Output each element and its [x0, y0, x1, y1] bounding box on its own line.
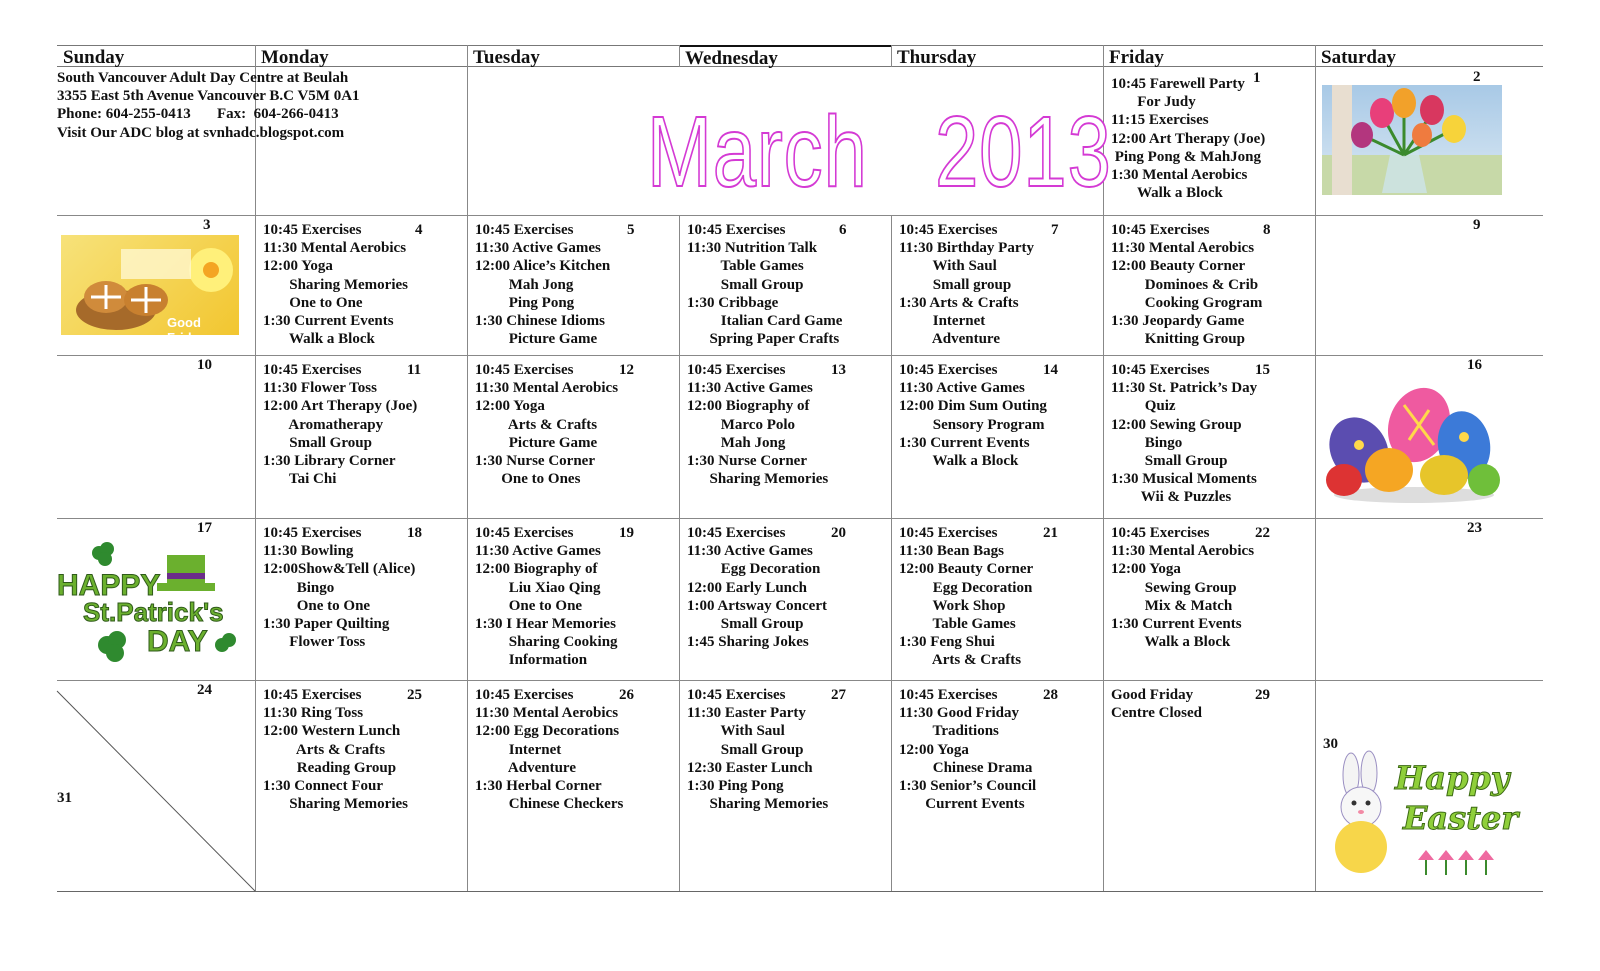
day-cell-20 — [679, 518, 891, 651]
event-line: 10:45 Exercises — [1111, 222, 1210, 238]
event-line: Table Games — [687, 258, 804, 275]
event-line: 11:30 Ring Toss — [263, 705, 364, 722]
event-line: Liu Xiao Qing — [475, 579, 601, 596]
happy-easter-image — [1323, 755, 1519, 885]
event-line: 10:45 Exercises — [899, 687, 998, 703]
event-line: 11:30 St. Patrick’s Day — [1111, 380, 1258, 397]
day-cell-4 — [255, 215, 467, 348]
day-number: 1 — [1253, 70, 1261, 86]
event-line: 12:00 Biography of — [687, 398, 810, 415]
day-cell-6 — [679, 215, 891, 348]
event-line: 11:30 Bean Bags — [899, 543, 1005, 560]
event-line: 10:45 Exercises — [1111, 362, 1210, 378]
event-line: 10:45 Exercises — [687, 362, 786, 378]
event-line: 12:00 Yoga — [475, 398, 545, 415]
event-line: 11:30 Bowling — [263, 543, 354, 560]
event-line: Knitting Group — [1111, 331, 1245, 348]
event-line: Sharing Memories — [687, 796, 829, 813]
event-line: 12:00 Alice’s Kitchen — [475, 258, 611, 275]
event-line: 1:30 Current Events — [899, 434, 1030, 451]
event-line: Internet — [899, 313, 986, 330]
event-line: For Judy — [1111, 94, 1196, 111]
day-number: 5 — [627, 222, 635, 238]
day-number: 7 — [1051, 222, 1059, 238]
event-line: 1:30 Chinese Idioms — [475, 313, 606, 330]
event-line: One to Ones — [475, 471, 581, 488]
day-cell-14 — [891, 355, 1103, 470]
event-line: 11:30 Active Games — [475, 543, 601, 560]
event-line: 10:45 Exercises — [475, 222, 574, 238]
day-number: 3 — [203, 217, 211, 233]
centre-info — [57, 69, 360, 142]
event-line: Walk a Block — [899, 453, 1019, 470]
day-number: 28 — [1043, 687, 1058, 703]
header-thursday: Thursday — [891, 45, 1103, 67]
day-number: 8 — [1263, 222, 1271, 238]
event-line: 11:30 Easter Party — [687, 705, 806, 722]
event-line: Cooking Grogram — [1111, 294, 1263, 311]
day-number: 31 — [57, 790, 72, 806]
event-line: 12:00 Yoga — [263, 258, 333, 275]
event-line: 1:00 Artsway Concert — [687, 597, 827, 614]
event-line: 11:30 Mental Aerobics — [1111, 543, 1255, 560]
event-line: 11:30 Active Games — [899, 380, 1025, 397]
day-cell-13 — [679, 355, 891, 488]
event-line: 12:00 Early Lunch — [687, 579, 808, 596]
event-line: Italian Card Game — [687, 313, 843, 330]
event-line: Egg Decoration — [899, 579, 1033, 596]
event-line: Small Group — [1111, 453, 1228, 470]
header-monday: Monday — [255, 45, 467, 67]
event-line: Flower Toss — [263, 634, 366, 651]
event-line: 11:30 Active Games — [475, 240, 601, 257]
event-line: Ping Pong & MahJong — [1111, 148, 1262, 165]
day-cell-21 — [891, 518, 1103, 670]
event-line: Good Friday — [1111, 687, 1194, 703]
event-line: Walk a Block — [1111, 185, 1223, 202]
event-line: 1:30 Musical Moments — [1111, 471, 1257, 488]
event-line: Current Events — [899, 796, 1025, 813]
event-line: 1:45 Sharing Jokes — [687, 634, 809, 651]
day-number: 17 — [197, 520, 212, 536]
event-line: Wii & Puzzles — [1111, 489, 1232, 506]
day-number: 20 — [831, 525, 846, 541]
image-text: DAY — [147, 625, 208, 658]
event-line: Small Group — [263, 434, 372, 451]
event-line: 1:30 I Hear Memories — [475, 616, 616, 633]
day-number: 6 — [839, 222, 847, 238]
event-line: 12:00 Western Lunch — [263, 723, 401, 740]
event-line: 10:45 Exercises — [263, 687, 362, 703]
image-text: HAPPY — [57, 569, 161, 602]
header-friday: Friday — [1103, 45, 1315, 67]
event-line: 11:30 Mental Aerobics — [475, 705, 619, 722]
event-line: Work Shop — [899, 597, 1006, 614]
day-cell-1 — [1103, 69, 1315, 202]
day-cell-8 — [1103, 215, 1315, 348]
event-line: 10:45 Exercises — [475, 362, 574, 378]
event-line: 12:30 Easter Lunch — [687, 759, 813, 776]
event-line: 10:45 Exercises — [687, 687, 786, 703]
day-number: 19 — [619, 525, 634, 541]
header-sunday: Sunday — [57, 45, 255, 67]
image-text: St.Patrick's — [83, 597, 224, 627]
grid-line — [57, 891, 1543, 892]
event-line: 11:30 Mental Aerobics — [1111, 240, 1255, 257]
day-cell-15 — [1103, 355, 1315, 507]
event-line: 12:00 Beauty Corner — [1111, 258, 1246, 275]
event-line: 1:30 Cribbage — [687, 294, 779, 311]
event-line: Internet — [475, 741, 562, 758]
event-line: Walk a Block — [263, 331, 375, 348]
event-line: Walk a Block — [1111, 634, 1231, 651]
day-number: 23 — [1467, 520, 1482, 536]
event-line: 11:30 Active Games — [687, 380, 813, 397]
day-cell-29 — [1103, 680, 1315, 722]
event-line: Mah Jong — [687, 434, 786, 451]
event-line: 12:00 Yoga — [1111, 561, 1181, 578]
event-line: One to One — [263, 597, 371, 614]
event-line: 1:30 Ping Pong — [687, 778, 784, 795]
event-line: 1:30 Nurse Corner — [475, 453, 595, 470]
header-saturday: Saturday — [1315, 45, 1543, 67]
day-number: 15 — [1255, 362, 1270, 378]
event-line: Tai Chi — [263, 471, 337, 488]
centre-blog: Visit Our ADC blog at svnhadc.blogspot.com — [57, 124, 345, 141]
event-line: 1:30 Paper Quilting — [263, 616, 390, 633]
centre-name: South Vancouver Adult Day Centre at Beulah — [57, 70, 349, 86]
event-line: With Saul — [899, 258, 997, 275]
event-line: Egg Decoration — [687, 561, 821, 578]
month-title: March 2013 — [647, 96, 1112, 208]
event-line: Spring Paper Crafts — [687, 331, 840, 348]
event-line: Table Games — [899, 616, 1016, 633]
event-line: Marco Polo — [687, 416, 796, 433]
event-line: 10:45 Exercises — [687, 222, 786, 238]
event-line: 12:00 Art Therapy (Joe) — [263, 398, 418, 415]
day-cell-25 — [255, 680, 467, 813]
day-cell-22 — [1103, 518, 1315, 651]
day-cell-27 — [679, 680, 891, 813]
event-line: 12:00 Sewing Group — [1111, 416, 1242, 433]
day-cell-19 — [467, 518, 679, 670]
event-line: 11:30 Good Friday — [899, 705, 1020, 722]
day-number: 27 — [831, 687, 846, 703]
event-line: One to One — [263, 294, 363, 311]
event-line: 12:00 Art Therapy (Joe) — [1111, 130, 1266, 147]
day-number: 11 — [407, 362, 422, 378]
event-line: 1:30 Senior’s Council — [899, 778, 1037, 795]
event-line: 1:30 Connect Four — [263, 778, 383, 795]
event-line: 1:30 Feng Shui — [899, 634, 995, 651]
event-line: One to One — [475, 597, 583, 614]
event-line: 1:30 Herbal Corner — [475, 778, 602, 795]
event-line: 11:30 Mental Aerobics — [263, 240, 407, 257]
tulips-image — [1322, 85, 1502, 195]
event-line: Arts & Crafts — [263, 741, 386, 758]
day-number: 4 — [415, 222, 423, 238]
day-cell-5 — [467, 215, 679, 348]
event-line: 10:45 Exercises — [263, 525, 362, 541]
event-line: Adventure — [475, 759, 576, 776]
event-line: Sharing Memories — [263, 796, 408, 813]
event-line: 12:00Show&Tell (Alice) — [263, 561, 416, 578]
day-cell-11 — [255, 355, 467, 488]
image-text: Happy — [1395, 759, 1510, 797]
event-line: 12:00 Yoga — [899, 741, 969, 758]
event-line: 1:30 Library Corner — [263, 453, 396, 470]
day-cell-18 — [255, 518, 467, 651]
event-line: 10:45 Exercises — [475, 525, 574, 541]
event-line: 12:00 Biography of — [475, 561, 598, 578]
day-number: 22 — [1255, 525, 1270, 541]
event-line: 11:30 Flower Toss — [263, 380, 377, 397]
event-line: 10:45 Exercises — [899, 362, 998, 378]
day-number: 2 — [1473, 69, 1481, 85]
split-cell-diagonal — [57, 691, 255, 891]
day-number: 10 — [197, 357, 212, 373]
event-line: 11:30 Birthday Party — [899, 240, 1034, 257]
day-number: 21 — [1043, 525, 1058, 541]
day-number: 9 — [1473, 217, 1481, 233]
centre-phone-fax: Phone: 604-255-0413 Fax: 604-266-0413 — [57, 106, 339, 123]
event-line: Picture Game — [475, 331, 598, 348]
day-number: 30 — [1323, 736, 1338, 752]
event-line: Quiz — [1111, 398, 1176, 415]
grid-line — [1315, 45, 1316, 891]
event-line: 11:30 Nutrition Talk — [687, 240, 818, 257]
centre-address: 3355 East 5th Avenue Vancouver B.C V5M 0A1 — [57, 88, 360, 105]
grid-line — [679, 45, 680, 67]
event-line: 10:45 Exercises — [263, 222, 362, 238]
day-number: 13 — [831, 362, 846, 378]
event-line: Information — [475, 652, 588, 669]
event-line: Sharing Memories — [263, 276, 408, 293]
event-line: 1:30 Current Events — [263, 313, 394, 330]
event-line: 1:30 Nurse Corner — [687, 453, 807, 470]
event-line: Mah Jong — [475, 276, 574, 293]
event-line: Small Group — [687, 276, 804, 293]
day-number: 26 — [619, 687, 634, 703]
event-line: 10:45 Exercises — [475, 687, 574, 703]
event-line: Aromatherapy — [263, 416, 384, 433]
event-line: Chinese Drama — [899, 759, 1033, 776]
event-line: 10:45 Exercises — [263, 362, 362, 378]
event-line: 12:00 Egg Decorations — [475, 723, 620, 740]
day-number: 25 — [407, 687, 422, 703]
header-wednesday: Wednesday — [679, 45, 891, 67]
event-line: 10:45 Exercises — [687, 525, 786, 541]
event-line: 10:45 Exercises — [1111, 525, 1210, 541]
event-line: Small group — [899, 276, 1012, 293]
day-number: 14 — [1043, 362, 1058, 378]
event-line: 11:30 Active Games — [687, 543, 813, 560]
event-line: Centre Closed — [1111, 705, 1202, 722]
event-line: Small Group — [687, 741, 804, 758]
day-cell-26 — [467, 680, 679, 813]
event-line: Small Group — [687, 616, 804, 633]
event-line: Mix & Match — [1111, 597, 1233, 614]
event-line: Ping Pong — [475, 294, 575, 311]
day-cell-28 — [891, 680, 1103, 813]
event-line: 1:30 Arts & Crafts — [899, 294, 1019, 311]
event-line: Adventure — [899, 331, 1000, 348]
image-text: Easter — [1403, 799, 1519, 837]
event-line: Sharing Memories — [687, 471, 829, 488]
day-number: 29 — [1255, 687, 1270, 703]
event-line: 1:30 Current Events — [1111, 616, 1242, 633]
event-line: 10:45 Exercises — [899, 222, 998, 238]
event-line: With Saul — [687, 723, 785, 740]
easter-eggs-image — [1319, 375, 1509, 505]
event-line: Arts & Crafts — [475, 416, 598, 433]
day-number: 24 — [197, 682, 212, 698]
calendar-grid — [57, 45, 1543, 891]
event-line: Chinese Checkers — [475, 796, 624, 813]
event-line: 12:00 Dim Sum Outing — [899, 398, 1047, 415]
event-line: Arts & Crafts — [899, 652, 1022, 669]
day-number: 16 — [1467, 357, 1482, 373]
event-line: Picture Game — [475, 434, 598, 451]
event-line: Bingo — [263, 579, 335, 596]
day-cell-7 — [891, 215, 1103, 348]
event-line: 11:15 Exercises — [1111, 112, 1209, 129]
header-tuesday: Tuesday — [467, 45, 679, 67]
event-line: Sharing Cooking — [475, 634, 618, 651]
event-line: Traditions — [899, 723, 999, 740]
day-number: 18 — [407, 525, 422, 541]
grid-line — [891, 45, 892, 67]
day-number: 12 — [619, 362, 634, 378]
event-line: 10:45 Farewell Party — [1111, 76, 1245, 92]
st-patricks-image — [57, 535, 247, 665]
event-line: Bingo — [1111, 434, 1183, 451]
event-line: 1:30 Jeopardy Game — [1111, 313, 1245, 330]
event-line: 11:30 Mental Aerobics — [475, 380, 619, 397]
event-line: Dominoes & Crib — [1111, 276, 1259, 293]
event-line: 12:00 Beauty Corner — [899, 561, 1034, 578]
image-caption: Good Friday — [167, 315, 207, 345]
event-line: Sewing Group — [1111, 579, 1237, 596]
event-line: Reading Group — [263, 759, 397, 776]
day-cell-12 — [467, 355, 679, 488]
event-line: 10:45 Exercises — [899, 525, 998, 541]
event-line: 1:30 Mental Aerobics — [1111, 167, 1248, 184]
event-line: Sensory Program — [899, 416, 1045, 433]
hot-cross-buns-image — [61, 235, 239, 345]
